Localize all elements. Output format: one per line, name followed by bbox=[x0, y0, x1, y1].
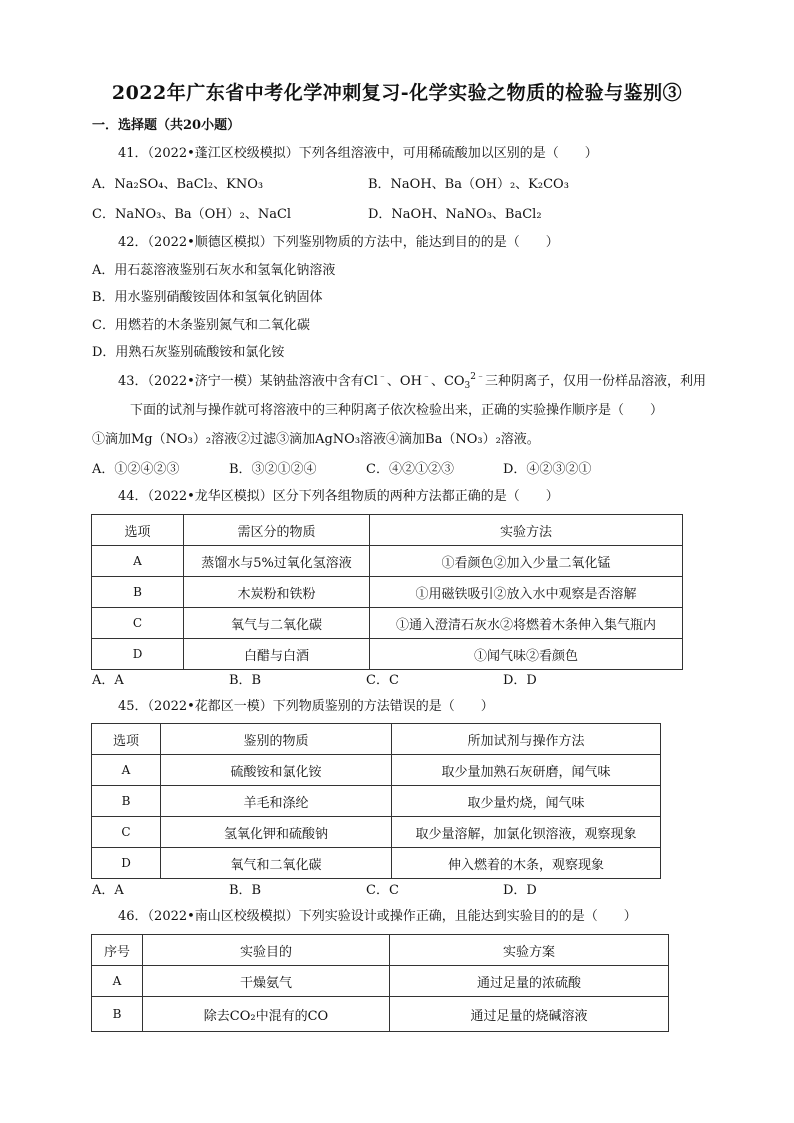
table-cell: 取少量加熟石灰研磨，闻气味 bbox=[392, 755, 661, 786]
question-43-stem-line1: 43．（2022•济宁一模）某钠盐溶液中含有Cl﹣、OH﹣、$CO_3^{2﹣}$三种阴离子，仅用一份样品溶液，利用 bbox=[118, 372, 707, 391]
table-cell: 除去CO₂中混有的CO bbox=[143, 997, 390, 1032]
table-header-cell: 实验方法 bbox=[370, 515, 683, 546]
question-42-option-a: A．用石蕊溶液鉴别石灰水和氢氧化钠溶液 bbox=[92, 263, 336, 278]
table-cell: 通过足量的浓硫酸 bbox=[390, 966, 669, 997]
table-row bbox=[92, 997, 669, 1032]
table-header-cell: 需区分的物质 bbox=[184, 515, 370, 546]
question-41-option-a: A．Na₂SO₄、BaCl₂、KNO₃ bbox=[92, 177, 264, 192]
table-cell: ①用磁铁吸引②放入水中观察是否溶解 bbox=[370, 577, 683, 608]
table-row bbox=[92, 546, 683, 577]
table-header-row bbox=[92, 724, 661, 755]
table-cell: 硫酸铵和氯化铵 bbox=[161, 755, 392, 786]
question-43-option-b: B．③②①②④ bbox=[229, 462, 317, 477]
question-46-table bbox=[91, 934, 669, 1032]
table-header-cell: 序号 bbox=[92, 935, 143, 966]
question-43-option-c: C．④②①②③ bbox=[366, 462, 454, 477]
table-cell: B bbox=[92, 577, 184, 608]
table-cell: 白醋与白酒 bbox=[184, 639, 370, 670]
question-42-option-d: D．用熟石灰鉴别硫酸铵和氯化铵 bbox=[92, 345, 285, 360]
table-cell: B bbox=[92, 786, 161, 817]
question-44-option-a: A．A bbox=[92, 673, 124, 688]
question-45-option-d: D．D bbox=[503, 883, 537, 898]
table-cell: 氢氧化钾和硫酸钠 bbox=[161, 817, 392, 848]
table-row bbox=[92, 577, 683, 608]
question-43-reagents: ①滴加Mg（NO₃）₂溶液②过滤③滴加AgNO₃溶液④滴加Ba（NO₃）₂溶液。 bbox=[92, 432, 540, 447]
question-42-option-b: B．用水鉴别硝酸铵固体和氢氧化钠固体 bbox=[92, 290, 323, 305]
question-41-stem: 41．（2022•蓬江区校级模拟）下列各组溶液中，可用稀硫酸加以区别的是（ ） bbox=[118, 146, 598, 161]
table-cell: ①看颜色②加入少量二氧化锰 bbox=[370, 546, 683, 577]
table-cell: C bbox=[92, 817, 161, 848]
question-46-stem: 46．（2022•南山区校级模拟）下列实验设计或操作正确，且能达到实验目的的是（ ） bbox=[118, 909, 637, 924]
question-41-option-b: B．NaOH、Ba（OH）₂、K₂CO₃ bbox=[368, 177, 569, 192]
table-cell: B bbox=[92, 997, 143, 1032]
table-cell: C bbox=[92, 608, 184, 639]
section-heading: 一．选择题（共20小题） bbox=[92, 118, 241, 133]
table-header-cell: 实验目的 bbox=[143, 935, 390, 966]
table-cell: 木炭粉和铁粉 bbox=[184, 577, 370, 608]
table-cell: 羊毛和涤纶 bbox=[161, 786, 392, 817]
table-header-row bbox=[92, 515, 683, 546]
table-row bbox=[92, 817, 661, 848]
question-41-option-c: C．NaNO₃、Ba（OH）₂、NaCl bbox=[92, 207, 292, 222]
question-45-stem: 45．（2022•花都区一模）下列物质鉴别的方法错误的是（ ） bbox=[118, 699, 494, 714]
question-44-stem: 44．（2022•龙华区模拟）区分下列各组物质的两种方法都正确的是（ ） bbox=[118, 489, 559, 504]
table-row bbox=[92, 966, 669, 997]
question-45-table bbox=[91, 723, 661, 879]
table-cell: 氧气与二氧化碳 bbox=[184, 608, 370, 639]
question-43-option-a: A．①②④②③ bbox=[92, 462, 180, 477]
question-44-option-c: C．C bbox=[366, 673, 399, 688]
table-cell: A bbox=[92, 546, 184, 577]
table-cell: A bbox=[92, 966, 143, 997]
table-header-cell: 选项 bbox=[92, 515, 184, 546]
table-cell: A bbox=[92, 755, 161, 786]
table-header-cell: 所加试剂与操作方法 bbox=[392, 724, 661, 755]
table-cell: 伸入燃着的木条，观察现象 bbox=[392, 848, 661, 879]
table-cell: 取少量灼烧，闻气味 bbox=[392, 786, 661, 817]
table-cell: 蒸馏水与5%过氧化氢溶液 bbox=[184, 546, 370, 577]
question-41-option-d: D．NaOH、NaNO₃、BaCl₂ bbox=[368, 207, 542, 222]
table-row bbox=[92, 786, 661, 817]
table-cell: 取少量溶解，加氯化钡溶液，观察现象 bbox=[392, 817, 661, 848]
table-cell: D bbox=[92, 848, 161, 879]
table-cell: ①闻气味②看颜色 bbox=[370, 639, 683, 670]
table-cell: 干燥氨气 bbox=[143, 966, 390, 997]
table-row bbox=[92, 608, 683, 639]
page-title: 2022年广东省中考化学冲刺复习-化学实验之物质的检验与鉴别③ bbox=[111, 82, 683, 104]
question-45-option-a: A．A bbox=[92, 883, 124, 898]
table-row bbox=[92, 755, 661, 786]
table-header-cell: 鉴别的物质 bbox=[161, 724, 392, 755]
table-cell: 通过足量的烧碱溶液 bbox=[390, 997, 669, 1032]
question-43-stem-line2: 下面的试剂与操作就可将溶液中的三种阴离子依次检验出来，正确的实验操作顺序是（ ） bbox=[130, 403, 664, 418]
question-42-option-c: C．用燃若的木条鉴别氮气和二氧化碳 bbox=[92, 318, 310, 333]
question-44-option-b: B．B bbox=[229, 673, 262, 688]
table-row bbox=[92, 639, 683, 670]
question-45-option-c: C．C bbox=[366, 883, 399, 898]
question-44-option-d: D．D bbox=[503, 673, 537, 688]
question-42-stem: 42．（2022•顺德区模拟）下列鉴别物质的方法中，能达到目的的是（ ） bbox=[118, 235, 559, 250]
table-row bbox=[92, 848, 661, 879]
table-cell: D bbox=[92, 639, 184, 670]
question-45-option-b: B．B bbox=[229, 883, 262, 898]
table-cell: ①通入澄清石灰水②将燃着木条伸入集气瓶内 bbox=[370, 608, 683, 639]
question-43-option-d: D．④②③②① bbox=[503, 462, 592, 477]
table-cell: 氧气和二氧化碳 bbox=[161, 848, 392, 879]
table-header-cell: 实验方案 bbox=[390, 935, 669, 966]
table-header-row bbox=[92, 935, 669, 966]
table-header-cell: 选项 bbox=[92, 724, 161, 755]
question-44-table bbox=[91, 514, 683, 670]
